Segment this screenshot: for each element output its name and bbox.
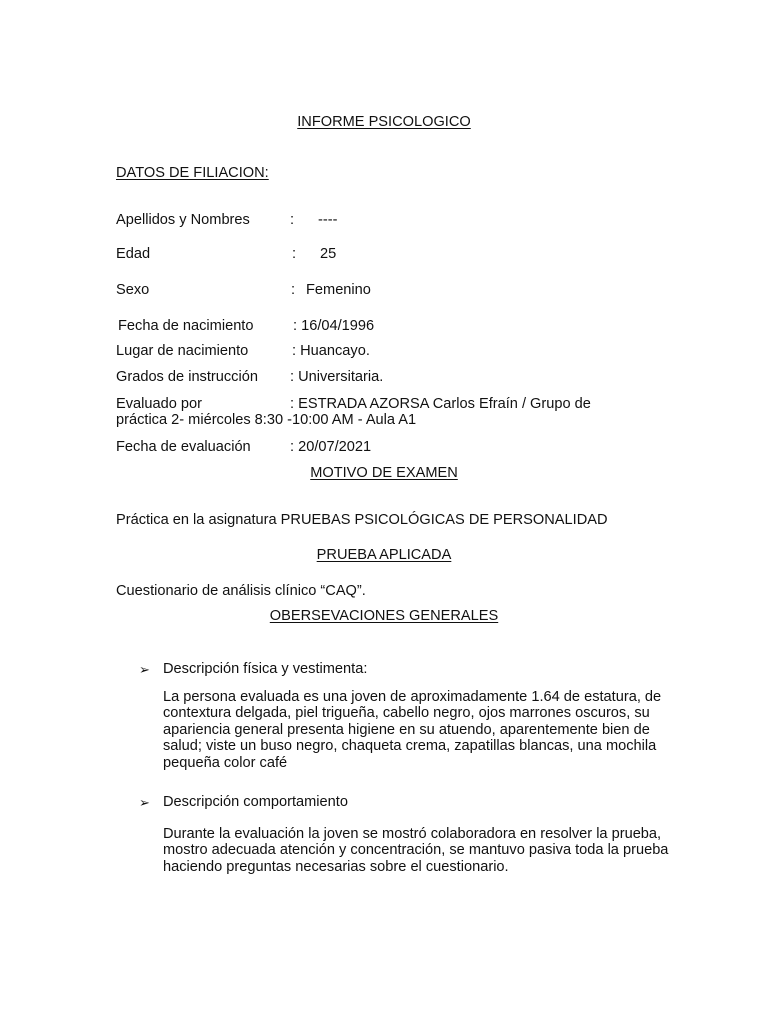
paragraph-fisica bbox=[163, 689, 661, 771]
field-sep-sexo: : bbox=[291, 282, 296, 298]
paragraph-line: mostro adecuada atención y concentración, se mantuvo pasiva toda la prueba bbox=[163, 842, 669, 859]
bullet-arrow-icon: ➢ bbox=[139, 795, 150, 810]
datos-filiacion-heading: DATOS DE FILIACION: bbox=[116, 165, 269, 181]
bullet-arrow-icon: ➢ bbox=[139, 662, 150, 677]
motivo-heading bbox=[0, 465, 768, 482]
paragraph-line: La persona evaluada es una joven de aproximadamente 1.64 de estatura, de bbox=[163, 689, 662, 705]
prueba-text: Cuestionario de análisis clínico “CAQ”. bbox=[116, 583, 366, 599]
paragraph-line: apariencia general presenta higiene en su atuendo, aparentemente bien de bbox=[163, 721, 650, 738]
paragraph-line: salud; viste un buso negro, chaqueta crema, zapatillas blancas, una mochila bbox=[163, 738, 657, 755]
field-value-evaluado-por: : ESTRADA AZORSA Carlos Efraín / Grupo de bbox=[290, 396, 591, 412]
bullet-title-comportamiento: Descripción comportamiento bbox=[163, 794, 348, 810]
field-label-lugar-nacimiento: Lugar de nacimiento bbox=[116, 343, 249, 359]
document-title-text: INFORME PSICOLOGICO bbox=[297, 114, 471, 130]
field-label-fecha-nacimiento: Fecha de nacimiento bbox=[118, 318, 254, 334]
field-sep-edad: : bbox=[292, 246, 297, 262]
motivo-heading-text: MOTIVO DE EXAMEN bbox=[310, 465, 458, 481]
field-value-evaluado-por-line2: práctica 2- miércoles 8:30 -10:00 AM - Aula A1 bbox=[116, 412, 417, 428]
field-label-grados-instruccion: Grados de instrucción bbox=[116, 369, 258, 385]
field-label-edad: Edad bbox=[116, 246, 151, 262]
observaciones-heading bbox=[0, 608, 768, 625]
field-value-apellidos: ---- bbox=[318, 212, 338, 228]
field-label-apellidos: Apellidos y Nombres bbox=[116, 212, 250, 228]
document-title bbox=[0, 114, 768, 131]
field-value-sexo: Femenino bbox=[306, 282, 371, 298]
field-label-fecha-evaluacion: Fecha de evaluación bbox=[116, 439, 251, 455]
field-value-fecha-evaluacion: : 20/07/2021 bbox=[290, 439, 372, 455]
paragraph-line: contextura delgada, piel trigueña, cabello negro, ojos marrones oscuros, su bbox=[163, 705, 650, 722]
field-value-grados-instruccion: : Universitaria. bbox=[290, 369, 384, 385]
observaciones-heading-text: OBERSEVACIONES GENERALES bbox=[269, 608, 499, 624]
bullet-title-fisica: Descripción física y vestimenta: bbox=[163, 661, 368, 677]
paragraph-line: Durante la evaluación la joven se mostró colaboradora en resolver la prueba, bbox=[163, 826, 662, 842]
paragraph-line: haciendo preguntas necesarias sobre el cuestionario. bbox=[163, 858, 509, 875]
field-sep-apellidos: : bbox=[290, 212, 295, 228]
field-value-fecha-nacimiento: : 16/04/1996 bbox=[293, 318, 375, 334]
field-value-edad: 25 bbox=[320, 246, 337, 262]
field-label-sexo: Sexo bbox=[116, 282, 150, 298]
field-value-lugar-nacimiento: : Huancayo. bbox=[292, 343, 370, 359]
paragraph-line: pequeña color café bbox=[163, 754, 288, 771]
field-label-evaluado-por: Evaluado por bbox=[116, 396, 203, 412]
prueba-heading-text: PRUEBA APLICADA bbox=[316, 547, 452, 563]
prueba-heading bbox=[0, 547, 768, 564]
paragraph-comportamiento bbox=[163, 826, 668, 875]
motivo-text: Práctica en la asignatura PRUEBAS PSICOLÓGICAS DE PERSONALIDAD bbox=[116, 512, 608, 528]
